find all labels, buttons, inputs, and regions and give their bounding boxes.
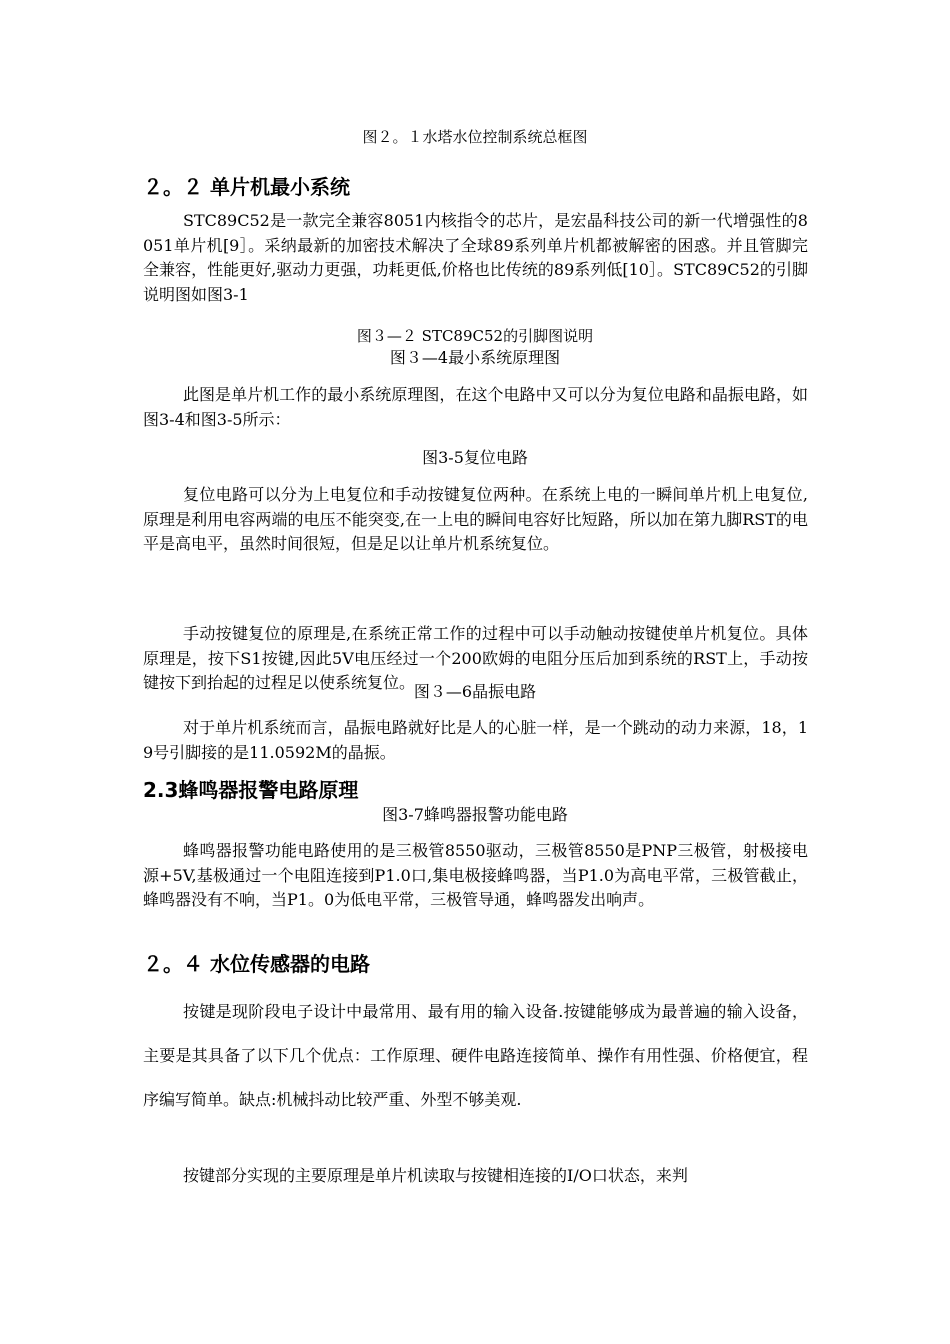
section-heading-2-2: ２。２ 单片机最小系统	[143, 175, 350, 199]
figure-caption-3-6: 图３—6晶振电路	[413, 682, 537, 701]
figure-caption-3-7: 图3-7蜂鸣器报警功能电路	[382, 805, 568, 824]
paragraph-crystal-oscillator: 对于单片机系统而言，晶振电路就好比是人的心脏一样，是一个跳动的动力来源，18，19号引脚接的是11.0592M的晶振。	[143, 718, 808, 762]
paragraph-manual-reset: 手动按键复位的原理是,在系统正常工作的过程中可以手动触动按键使单片机复位。具体原理是，按下S1按键,因此5V电压经过一个200欧姆的电阻分压后加到系统的RST上，手动按键按下到抬起的过程足以使系统复位。	[143, 624, 808, 693]
paragraph-keys-principle: 按键部分实现的主要原理是单片机读取与按键相连接的I/O口状态，来判	[183, 1166, 688, 1185]
paragraph-reset-circuit: 复位电路可以分为上电复位和手动按键复位两种。在系统上电的一瞬间单片机上电复位,原理是利用电容两端的电压不能突变,在一上电的瞬间电容好比短路，所以加在第九脚RST的电平是高电平，虽然时间很短，但是足以让单片机系统复位。	[143, 485, 808, 554]
figure-caption-3-5: 图3-5复位电路	[422, 448, 528, 467]
paragraph-keys-advantages: 按键是现阶段电子设计中最常用、最有用的输入设备.按键能够成为最普遍的输入设备，主要是其具备了以下几个优点：工作原理、硬件电路连接简单、操作有用性强、价格便宜，程序编写简单。缺点:机械抖动比较严重、外型不够美观.	[143, 1002, 808, 1109]
paragraph-stc89c52-intro: STC89C52是一款完全兼容8051内核指令的芯片，是宏晶科技公司的新一代增强性的8051单片机[9］。采纳最新的加密技术解决了全球89系列单片机都被解密的困惑。并且管脚完全兼容，性能更好,驱动力更强，功耗更低,价格也比传统的89系列低[10］。STC89C52的引脚说明图如图3-1	[143, 211, 808, 304]
figure-caption-3-2: 图３—２ STC89C52的引脚图说明	[356, 327, 594, 345]
figure-caption-2-1: 图２。１水塔水位控制系统总框图	[362, 128, 588, 146]
section-heading-2-3: 2.3蜂鸣器报警电路原理	[143, 778, 359, 802]
paragraph-minimum-system: 此图是单片机工作的最小系统原理图，在这个电路中又可以分为复位电路和晶振电路，如图3-4和图3-5所示：	[143, 385, 808, 429]
paragraph-buzzer-circuit: 蜂鸣器报警功能电路使用的是三极管8550驱动，三极管8550是PNP三极管，射极接电源+5V,基极通过一个电阻连接到P1.0口,集电极接蜂鸣器，当P1.0为高电平常，三极管截止，蜂鸣器没有不响，当P1。0为低电平常，三极管导通，蜂鸣器发出响声。	[143, 841, 808, 910]
figure-caption-3-4: 图３—4最小系统原理图	[389, 348, 561, 367]
section-heading-2-4: ２。４ 水位传感器的电路	[143, 952, 370, 976]
